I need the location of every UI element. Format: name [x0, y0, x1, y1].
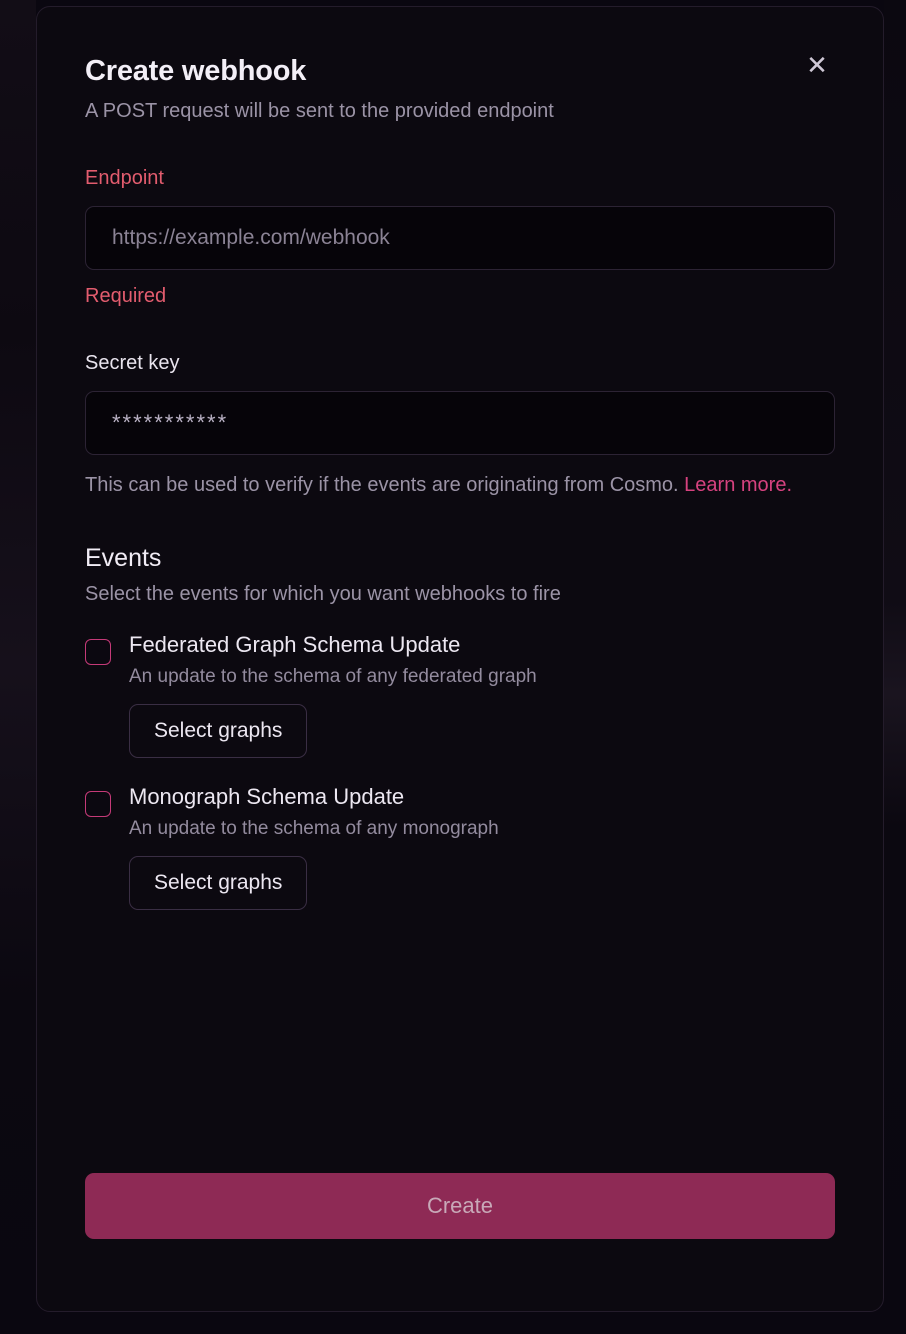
endpoint-error: Required	[85, 285, 167, 307]
secret-key-label: Secret key	[85, 352, 180, 374]
event-body	[129, 632, 835, 758]
dialog-description: A POST request will be sent to the provided endpoint	[85, 100, 554, 122]
event-name: Federated Graph Schema Update	[129, 632, 461, 657]
secret-key-input[interactable]	[85, 391, 835, 455]
events-description: Select the events for which you want webhooks to fire	[85, 583, 561, 605]
secret-key-help	[85, 471, 815, 500]
close-icon[interactable]: ✕	[801, 49, 833, 81]
endpoint-field-group	[85, 167, 835, 308]
select-graphs-button-monograph[interactable]: Select graphs	[129, 856, 307, 910]
endpoint-label: Endpoint	[85, 167, 164, 189]
events-title: Events	[85, 544, 162, 572]
endpoint-input[interactable]	[85, 206, 835, 270]
backdrop-right	[884, 0, 906, 1334]
create-webhook-dialog	[36, 6, 884, 1312]
event-description: An update to the schema of any federated graph	[129, 666, 537, 687]
backdrop-left	[0, 0, 36, 1334]
list-item	[85, 784, 835, 910]
event-name: Monograph Schema Update	[129, 784, 405, 809]
events-list	[85, 632, 835, 910]
select-graphs-button-federated[interactable]: Select graphs	[129, 704, 307, 758]
page-title: Create webhook	[85, 55, 307, 87]
event-body	[129, 784, 835, 910]
secret-key-field-group	[85, 352, 835, 500]
create-button[interactable]: Create	[85, 1173, 835, 1239]
list-item	[85, 632, 835, 758]
event-description: An update to the schema of any monograph	[129, 818, 499, 839]
events-section	[85, 544, 835, 910]
checkbox-monograph-schema-update[interactable]	[85, 791, 111, 817]
secret-key-help-text: This can be used to verify if the events are originating from Cosmo.	[85, 474, 685, 496]
checkbox-federated-graph-schema-update[interactable]	[85, 639, 111, 665]
learn-more-link[interactable]: Learn more.	[684, 474, 793, 496]
